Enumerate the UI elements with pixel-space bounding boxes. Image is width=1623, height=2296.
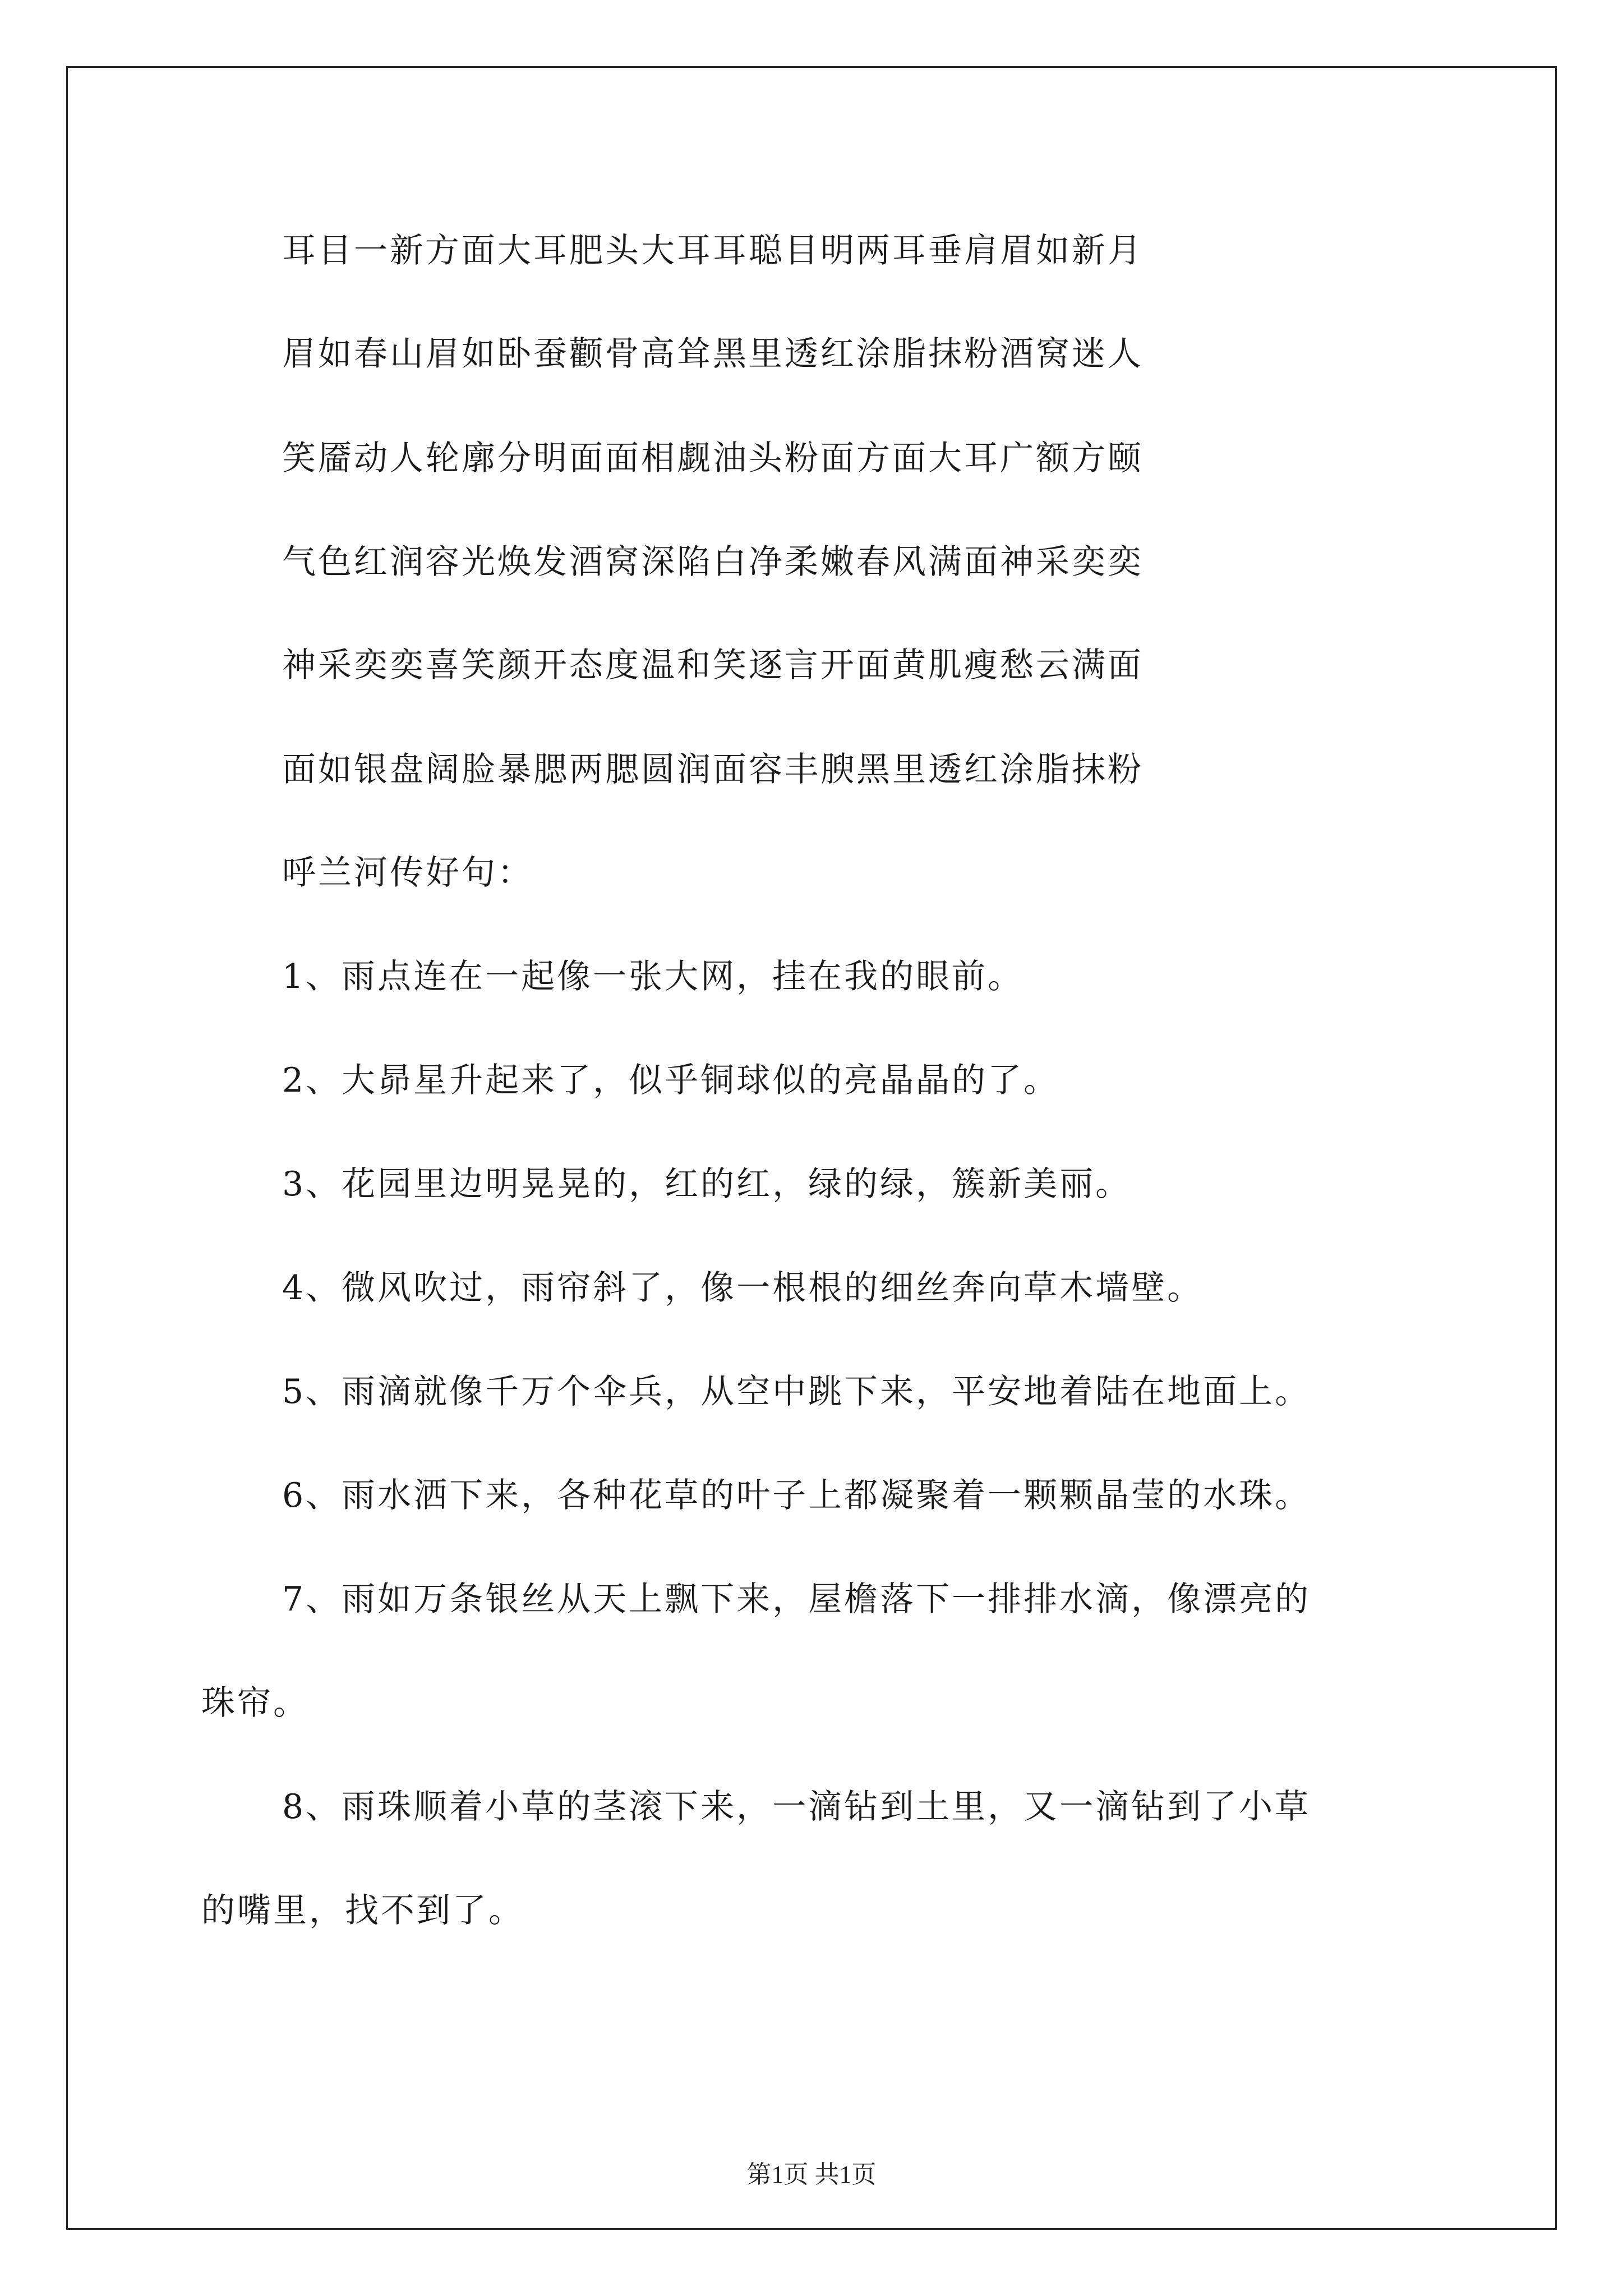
list-item: 2、大昴星升起来了，似乎铜球似的亮晶晶的了。 (282, 1061, 1060, 1100)
list-item-continuation: 珠帘。 (201, 1683, 309, 1723)
list-item: 1、雨点连在一起像一张大网，挂在我的眼前。 (282, 957, 1024, 996)
list-item: 4、微风吹过，雨帘斜了，像一根根的细丝奔向草木墙壁。 (282, 1268, 1204, 1308)
text-line: 气色红润容光焕发酒窝深陷白净柔嫩春风满面神采奕奕 (282, 542, 1144, 582)
page-frame (66, 66, 1557, 2230)
list-item-continuation: 的嘴里，找不到了。 (201, 1891, 524, 1930)
page-number-footer: 第1页 共1页 (746, 2161, 877, 2188)
section-heading: 呼兰河传好句： (282, 853, 533, 892)
text-line: 耳目一新方面大耳肥头大耳耳聪目明两耳垂肩眉如新月 (282, 231, 1144, 270)
list-item: 6、雨水洒下来，各种花草的叶子上都凝聚着一颗颗晶莹的水珠。 (282, 1476, 1311, 1515)
list-item: 3、花园里边明晃晃的，红的红，绿的绿，簇新美丽。 (282, 1165, 1132, 1204)
text-line: 面如银盘阔脸暴腮两腮圆润面容丰腴黑里透红涂脂抹粉 (282, 750, 1144, 789)
text-line: 笑靥动人轮廓分明面面相觑油头粉面方面大耳广额方颐 (282, 439, 1144, 478)
document-body (68, 68, 1555, 2228)
list-item: 5、雨滴就像千万个伞兵，从空中跳下来，平安地着陆在地面上。 (282, 1372, 1311, 1411)
list-item: 7、雨如万条银丝从天上飘下来，屋檐落下一排排水滴，像漂亮的 (282, 1580, 1311, 1619)
text-line: 眉如春山眉如卧蚕颧骨高耸黑里透红涂脂抹粉酒窝迷人 (282, 334, 1144, 374)
list-item: 8、雨珠顺着小草的茎滚下来，一滴钻到土里，又一滴钻到了小草 (282, 1787, 1311, 1826)
text-line: 神采奕奕喜笑颜开态度温和笑逐言开面黄肌瘦愁云满面 (282, 646, 1144, 685)
